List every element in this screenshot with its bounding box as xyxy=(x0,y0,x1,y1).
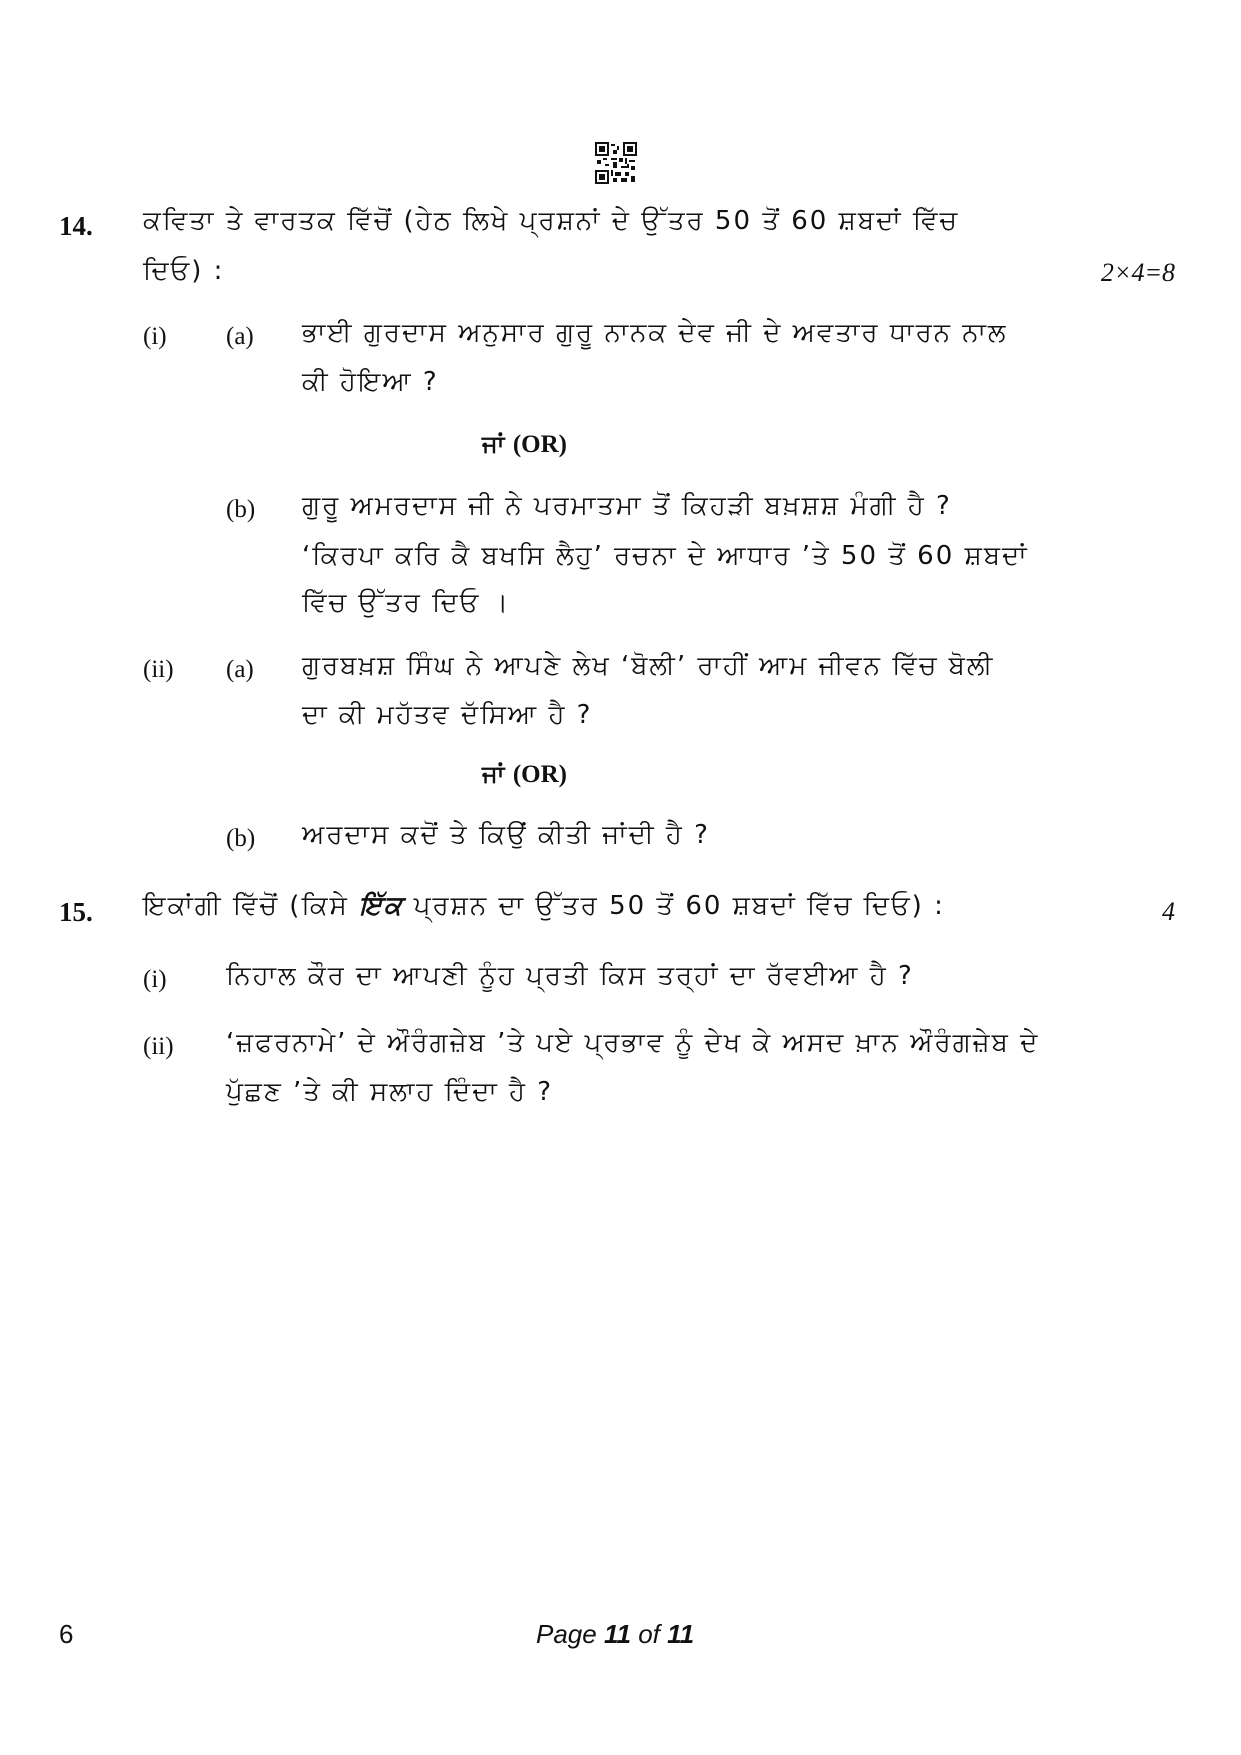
question-text: ਗੁਰੂ ਅਮਰਦਾਸ ਜੀ ਨੇ ਪਰਮਾਤਮਾ ਤੋਂ ਕਿਹੜੀ ਬਖ਼ਸ਼ਸ਼ ਮੰਗੀ ਹੈ ? xyxy=(302,491,952,521)
page-word: Page xyxy=(536,1619,597,1649)
instruction-text: ਇਕਾਂਗੀ ਵਿੱਚੋਂ (ਕਿਸੇ xyxy=(143,891,349,921)
page-indicator xyxy=(536,1619,694,1650)
instruction-text: ਪ੍ਰਸ਼ਨ ਦਾ ਉੱਤਰ 50 ਤੋਂ 60 ਸ਼ਬਦਾਂ ਵਿੱਚ ਦਿਓ) : xyxy=(413,891,945,921)
subquestion-label: (i) xyxy=(143,966,167,993)
question-text: ਅਰਦਾਸ ਕਦੋਂ ਤੇ ਕਿਉਂ ਕੀਤੀ ਜਾਂਦੀ ਹੈ ? xyxy=(302,820,710,850)
option-label: (a) xyxy=(226,656,254,683)
paper-code: 6 xyxy=(59,1619,74,1649)
or-punjabi: ਜਾਂ xyxy=(482,760,505,788)
question-text: ਕੀ ਹੋਇਆ ? xyxy=(302,367,439,397)
option-label: (a) xyxy=(226,323,254,350)
question-text: ‘ਜ਼ਫਰਨਾਮੇ’ ਦੇ ਔਰੰਗਜ਼ੇਬ ’ਤੇ ਪਏ ਪ੍ਰਭਾਵ ਨੂੰ ਦੇਖ ਕੇ ਅਸਦ ਖ਼ਾਨ ਔਰੰਗਜ਼ੇਬ ਦੇ xyxy=(226,1028,1040,1058)
option-label: (b) xyxy=(226,496,256,523)
question-text: ਦਾ ਕੀ ਮਹੱਤਵ ਦੱਸਿਆ ਹੈ ? xyxy=(302,700,593,730)
question-text: ਨਿਹਾਲ ਕੌਰ ਦਾ ਆਪਣੀ ਨੂੰਹ ਪ੍ਰਤੀ ਕਿਸ ਤਰ੍ਹਾਂ ਦਾ ਰੱਵਈਆ ਹੈ ? xyxy=(226,961,914,991)
question-text: ‘ਕਿਰਪਾ ਕਰਿ ਕੈ ਬਖਸਿ ਲੈਹੁ’ ਰਚਨਾ ਦੇ ਆਧਾਰ ’ਤੇ 50 ਤੋਂ 60 ਸ਼ਬਦਾਂ xyxy=(302,541,1029,571)
question-instruction: ਕਵਿਤਾ ਤੇ ਵਾਰਤਕ ਵਿੱਚੋਂ (ਹੇਠ ਲਿਖੇ ਪ੍ਰਸ਼ਨਾਂ ਦੇ ਉੱਤਰ 50 ਤੋਂ 60 ਸ਼ਬਦਾਂ ਵਿੱਚ xyxy=(143,206,960,236)
or-separator xyxy=(482,760,567,789)
or-english: (OR) xyxy=(512,431,567,458)
question-instruction: ਦਿਓ) : xyxy=(143,256,225,286)
question-text: ਵਿੱਚ ਉੱਤਰ ਦਿਓ । xyxy=(302,588,511,618)
page-total: 11 xyxy=(667,1619,695,1649)
question-instruction xyxy=(143,891,945,922)
question-number: 14. xyxy=(59,211,93,241)
question-number: 15. xyxy=(59,897,93,927)
question-text: ਭਾਈ ਗੁਰਦਾਸ ਅਨੁਸਾਰ ਗੁਰੂ ਨਾਨਕ ਦੇਵ ਜੀ ਦੇ ਅਵਤਾਰ ਧਾਰਨ ਨਾਲ xyxy=(302,318,1008,348)
subquestion-label: (ii) xyxy=(143,656,174,683)
instruction-emphasis: ਇੱਕ xyxy=(359,891,404,921)
question-text: ਗੁਰਬਖ਼ਸ਼ ਸਿੰਘ ਨੇ ਆਪਣੇ ਲੇਖ ‘ਬੋਲੀ’ ਰਾਹੀਂ ਆਮ ਜੀਵਨ ਵਿੱਚ ਬੋਲੀ xyxy=(302,651,995,681)
marks-label: 2×4=8 xyxy=(1100,258,1175,287)
or-separator xyxy=(482,430,567,459)
subquestion-label: (ii) xyxy=(143,1033,174,1060)
option-label: (b) xyxy=(226,825,256,852)
qr-code-icon xyxy=(595,142,637,184)
page-current: 11 xyxy=(603,1619,631,1649)
page-of: of xyxy=(638,1619,660,1649)
subquestion-label: (i) xyxy=(143,323,167,350)
or-punjabi: ਜਾਂ xyxy=(482,430,505,458)
question-text: ਪੁੱਛਣ ’ਤੇ ਕੀ ਸਲਾਹ ਦਿੰਦਾ ਹੈ ? xyxy=(226,1077,554,1107)
or-english: (OR) xyxy=(512,761,567,788)
marks-label: 4 xyxy=(1162,897,1175,926)
